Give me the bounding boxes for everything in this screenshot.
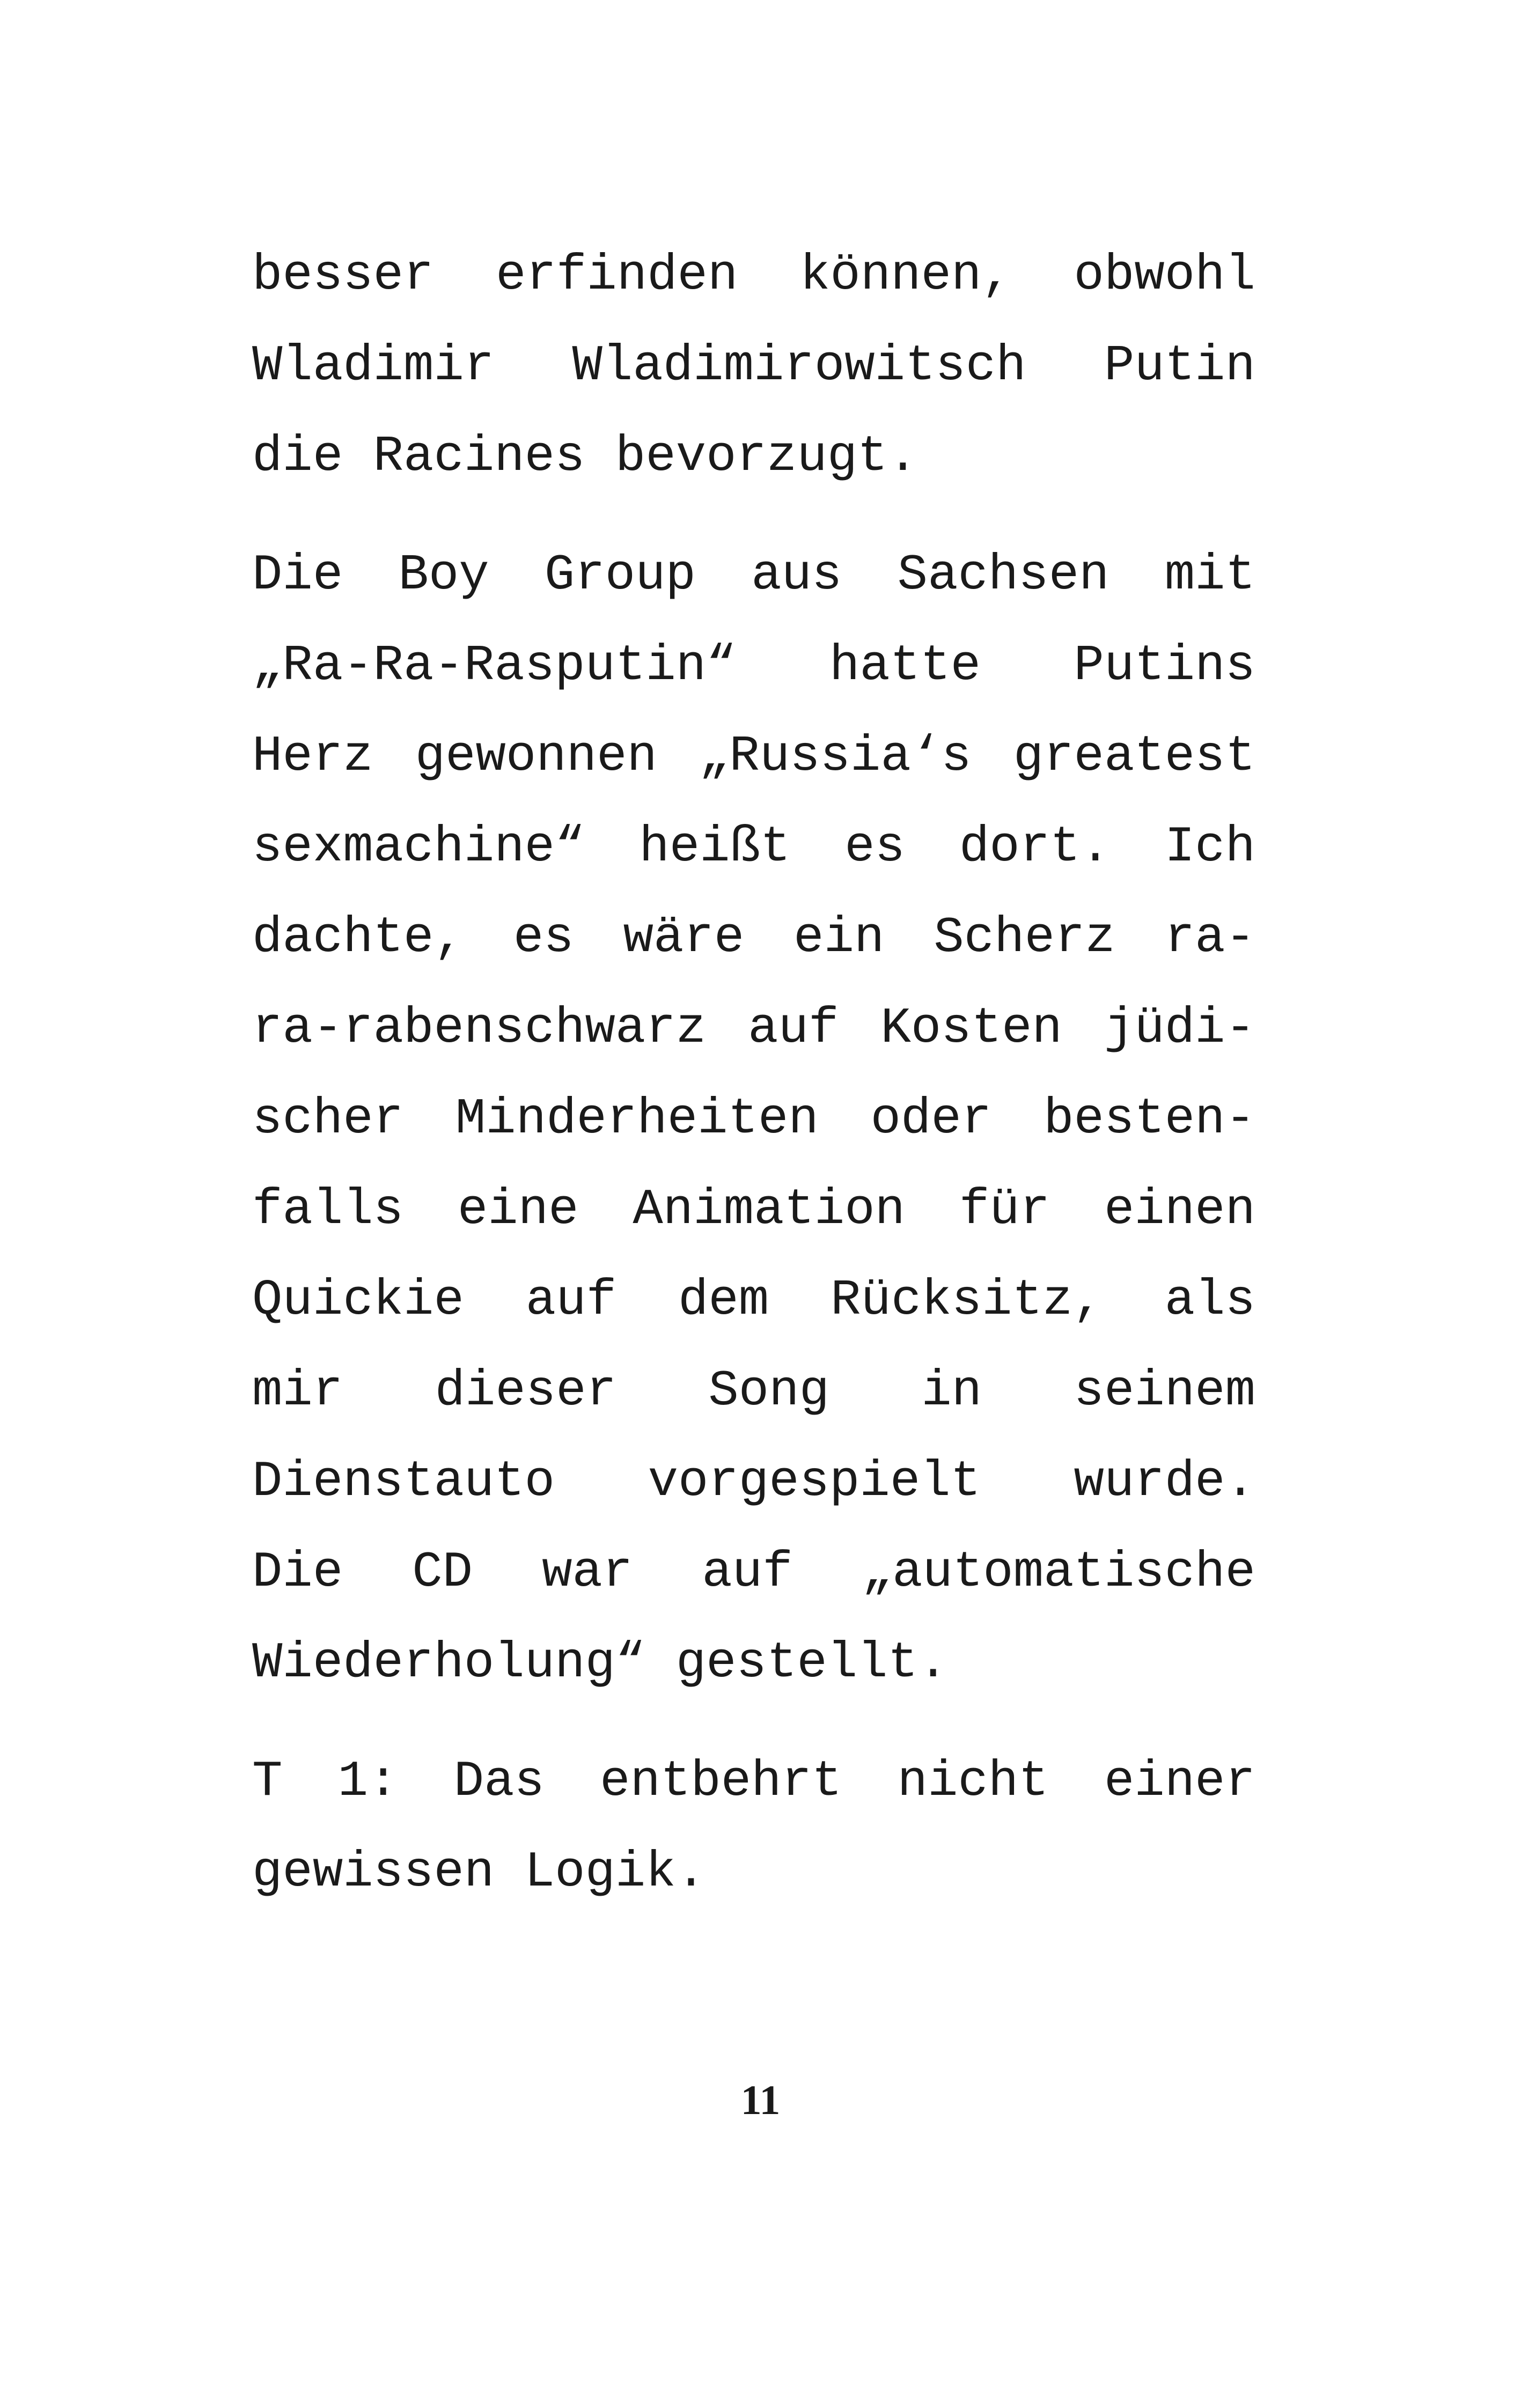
- text-line: Wiederholung“ gestellt.: [252, 1635, 949, 1692]
- text-line: gewissen Logik.: [252, 1844, 707, 1901]
- text-line: Herz gewonnen „Russia‘s greatest: [252, 728, 1255, 785]
- paragraph: [252, 531, 1255, 1709]
- text-line: falls eine Animation für einen: [252, 1182, 1255, 1239]
- body-text: [252, 231, 1255, 1918]
- text-line: „Ra-Ra-Rasputin“ hatte Putins: [252, 638, 1255, 695]
- text-line: Wladimir Wladimirowitsch Putin: [252, 338, 1255, 395]
- text-line: die Racines bevorzugt.: [252, 429, 919, 485]
- paragraph: [252, 231, 1255, 503]
- text-line: dachte, es wäre ein Scherz ra-: [252, 910, 1255, 967]
- paragraph: [252, 1737, 1255, 1918]
- text-line: Die Boy Group aus Sachsen mit: [252, 547, 1255, 604]
- text-line: Die CD war auf „automatische: [252, 1544, 1255, 1601]
- page-number: 11: [740, 2076, 781, 2123]
- text-line: besser erfinden können, obwohl: [252, 247, 1255, 304]
- text-line: sexmachine“ heißt es dort. Ich: [252, 819, 1255, 876]
- text-line: scher Minderheiten oder besten-: [252, 1091, 1255, 1148]
- text-line: Dienstauto vorgespielt wurde.: [252, 1454, 1255, 1511]
- text-line: Quickie auf dem Rücksitz, als: [252, 1272, 1255, 1329]
- paragraph-gap: [252, 1709, 1255, 1737]
- text-line: ra-rabenschwarz auf Kosten jüdi-: [252, 1000, 1255, 1057]
- text-line: T 1: Das entbehrt nicht einer: [252, 1754, 1255, 1810]
- paragraph-gap: [252, 503, 1255, 531]
- text-line: mir dieser Song in seinem: [252, 1363, 1255, 1420]
